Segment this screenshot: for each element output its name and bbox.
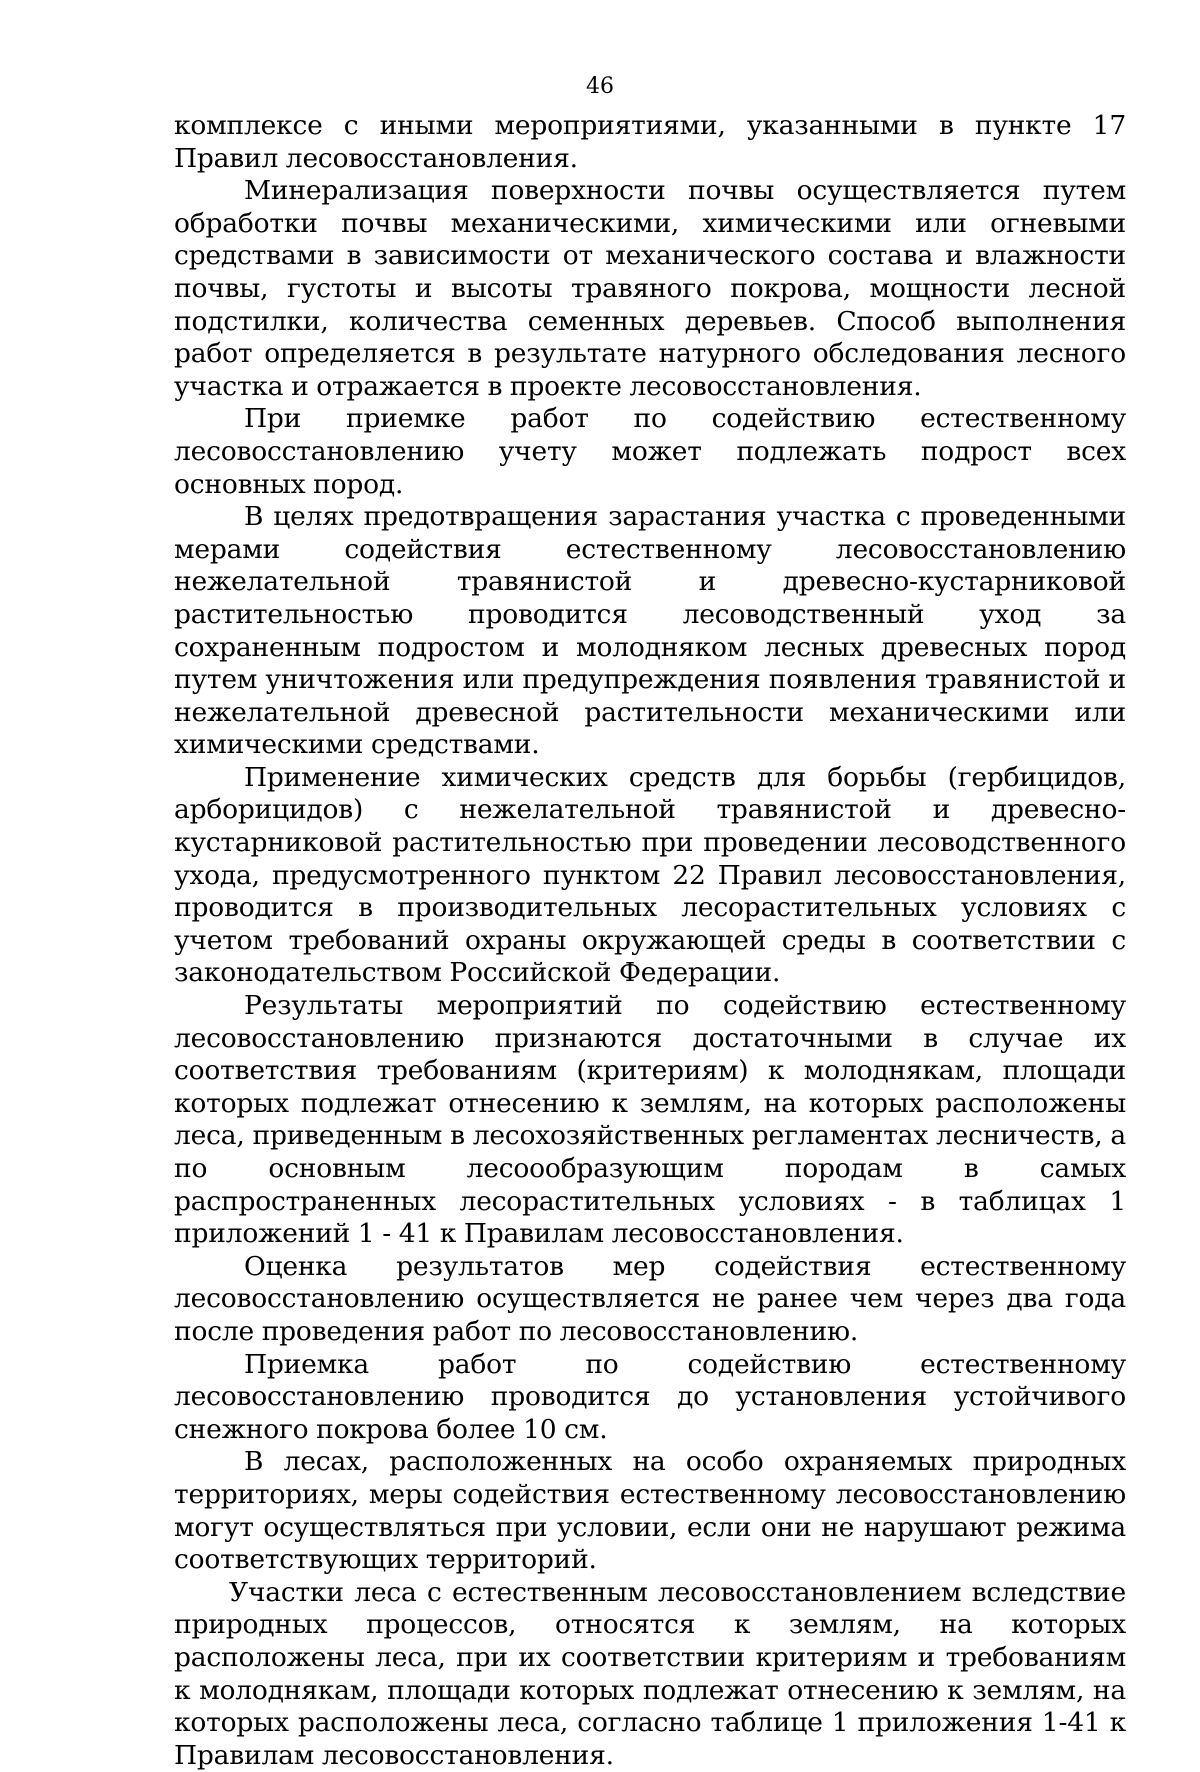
- paragraph-work-acceptance: Приемка работ по содействию естественному лесовосстановлению проводится до установления устойчивого снежного покрова более 10 см.: [174, 1348, 1126, 1445]
- paragraph-chemical-means: Применение химических средств для борьбы (гербицидов, арборицидов) с нежелательной травянистой и древесно-кустарниковой растительностью при проведении лесоводственного ухода, предусмотренного пунктом 22 Правил лесовосстановления, проводится в производительных лесорастительных условиях с учетом требований охраны окружающей среды в соответствии с законодательством Российской Федерации.: [174, 761, 1126, 989]
- paragraph-results-evaluation: Оценка результатов мер содействия естественному лесовосстановлению осуществляется не ранее чем через два года после проведения работ по лесовосстановлению.: [174, 1250, 1126, 1347]
- paragraph-protected-areas: В лесах, расположенных на особо охраняемых природных территориях, меры содействия естественному лесовосстановлению могут осуществляться при условии, если они не нарушают режима соответствующих территорий.: [174, 1446, 1126, 1576]
- paragraph-overgrowth-prevention: В целях предотвращения зарастания участка с проведенными мерами содействия естественному лесовосстановлению нежелательной травянистой и древесно-кустарниковой растительностью проводится лесоводственный уход за сохраненным подростом и молодняком лесных древесных пород путем уничтожения или предупреждения появления травянистой и нежелательной древесной растительности механическими или химическими средствами.: [174, 501, 1126, 761]
- paragraph-natural-processes: Участки леса с естественным лесовосстановлением вследствие природных процессов, относятся к землям, на которых расположены леса, при их соответствии критериям и требованиям к молоднякам, площади которых подлежат отнесению к землям, на которых расположены леса, согласно таблице 1 приложения 1-41 к Правилам лесовосстановления.: [174, 1576, 1126, 1771]
- paragraph-acceptance-accounting: При приемке работ по содействию естественному лесовосстановлению учету может подлежать подрост всех основных пород.: [174, 403, 1126, 500]
- document-body: [174, 110, 1126, 1772]
- paragraph-continuation: комплексе с иными мероприятиями, указанными в пункте 17 Правил лесовосстановления.: [174, 110, 1126, 174]
- paragraph-results-sufficiency: Результаты мероприятий по содействию естественному лесовосстановлению признаются достаточными в случае их соответствия требованиям (критериям) к молоднякам, площади которых подлежат отнесению к землям, на которых расположены леса, приведенным в лесохозяйственных регламентах лесничеств, а по основным лесоообразующим породам в самых распространенных лесорастительных условиях - в таблицах 1 приложений 1 - 41 к Правилам лесовосстановления.: [174, 990, 1126, 1250]
- page-number: 46: [586, 74, 614, 99]
- paragraph-soil-mineralization: Минерализация поверхности почвы осуществляется путем обработки почвы механическими, химическими или огневыми средствами в зависимости от механического состава и влажности почвы, густоты и высоты травяного покрова, мощности лесной подстилки, количества семенных деревьев. Способ выполнения работ определяется в результате натурного обследования лесного участка и отражается в проекте лесовосстановления.: [174, 175, 1126, 402]
